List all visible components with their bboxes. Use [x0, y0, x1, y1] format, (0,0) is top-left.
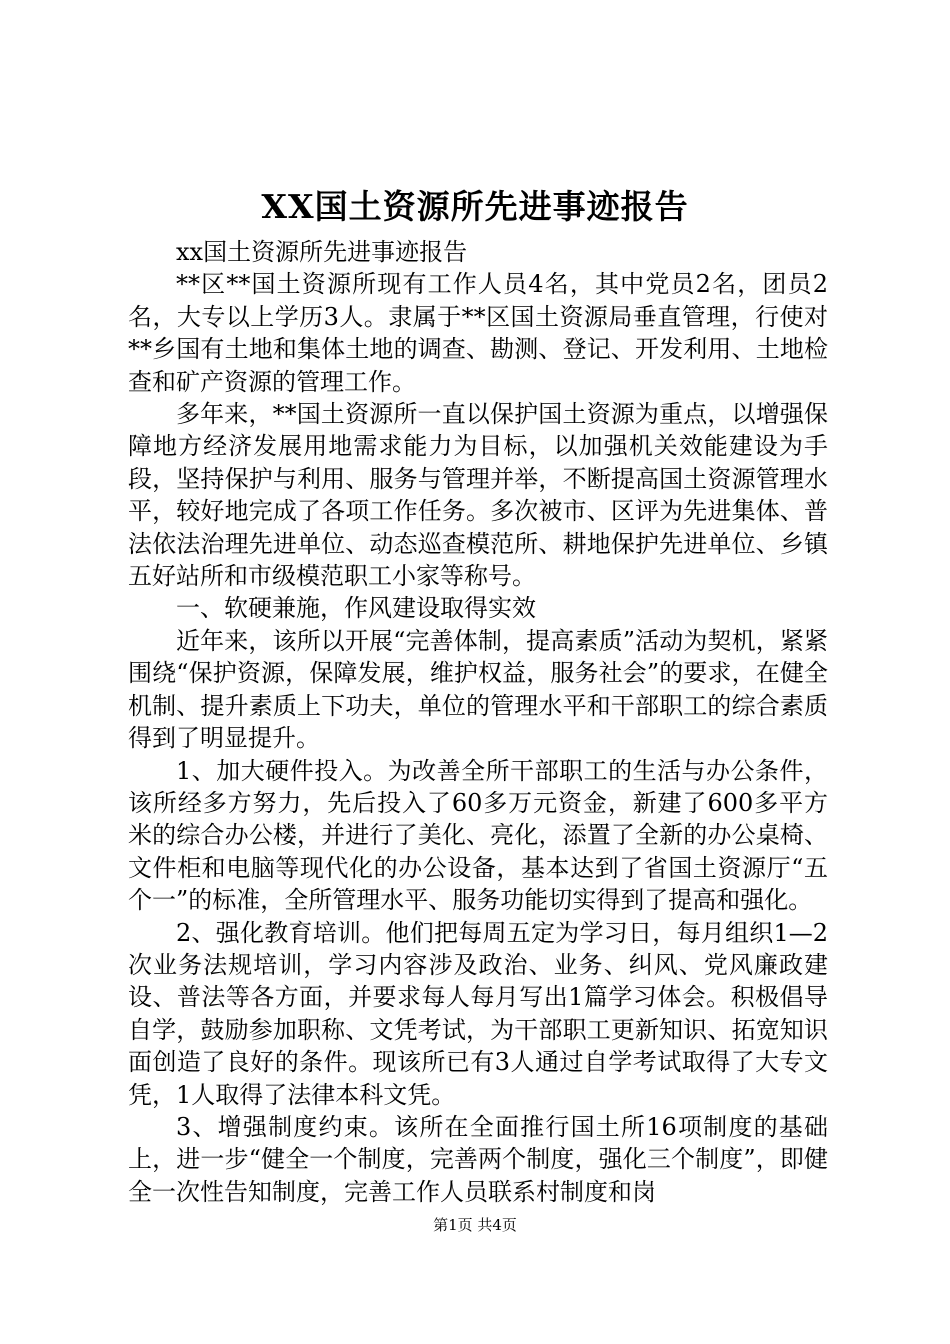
document-body [128, 236, 828, 1208]
paragraph: 近年来，该所以开展“完善体制，提高素质”活动为契机，紧紧围绕“保护资源，保障发展，维护权益，服务社会”的要求，在健全机制、提升素质上下功夫，单位的管理水平和干部职工的综合素质得到了明显提升。 [128, 626, 828, 753]
paragraph: 2、强化教育培训。他们把每周五定为学习日，每月组织1—2次业务法规培训，学习内容涉及政治、业务、纠风、党风廉政建设、普法等各方面，并要求每人每月写出1篇学习体会。积极倡导自学，鼓励参加职称、文凭考试，为干部职工更新知识、拓宽知识面创造了良好的条件。现该所已有3人通过自学考试取得了大专文凭，1人取得了法律本科文凭。 [128, 918, 828, 1109]
section-heading: 一、软硬兼施，作风建设取得实效 [176, 594, 536, 623]
paragraph: **区**国土资源所现有工作人员4名，其中党员2名，团员2名，大专以上学历3人。隶属于**区国土资源局垂直管理，行使对**乡国有土地和集体土地的调查、勘测、登记、开发利用、土地检查和矿产资源的管理工作。 [128, 270, 828, 396]
paragraph: 3、增强制度约束。该所在全面推行国土所16项制度的基础上，进一步“健全一个制度，完善两个制度，强化三个制度”，即健全一次性告知制度，完善工作人员联系村制度和岗 [128, 1112, 828, 1206]
document-title: XX国土资源所先进事迹报告 [261, 187, 689, 226]
paragraph: 1、加大硬件投入。为改善全所干部职工的生活与办公条件，该所经多方努力，先后投入了60多万元资金，新建了600多平方米的综合办公楼，并进行了美化、亮化，添置了全新的办公桌椅、文件柜和电脑等现代化的办公设备，基本达到了省国土资源厅“五个一”的标准，全所管理水平、服务功能切实得到了提高和强化。 [128, 756, 828, 915]
paragraph: 多年来，**国土资源所一直以保护国土资源为重点，以增强保障地方经济发展用地需求能力为目标，以加强机关效能建设为手段，坚持保护与利用、服务与管理并举，不断提高国土资源管理水平，较好地完成了各项工作任务。多次被市、区评为先进集体、普法依法治理先进单位、动态巡查模范所、耕地保护先进单位、乡镇五好站所和市级模范职工小家等称号。 [128, 400, 828, 591]
page-footer: 第1页 共4页 [433, 1216, 517, 1234]
paragraph: xx国土资源所先进事迹报告 [176, 238, 468, 266]
